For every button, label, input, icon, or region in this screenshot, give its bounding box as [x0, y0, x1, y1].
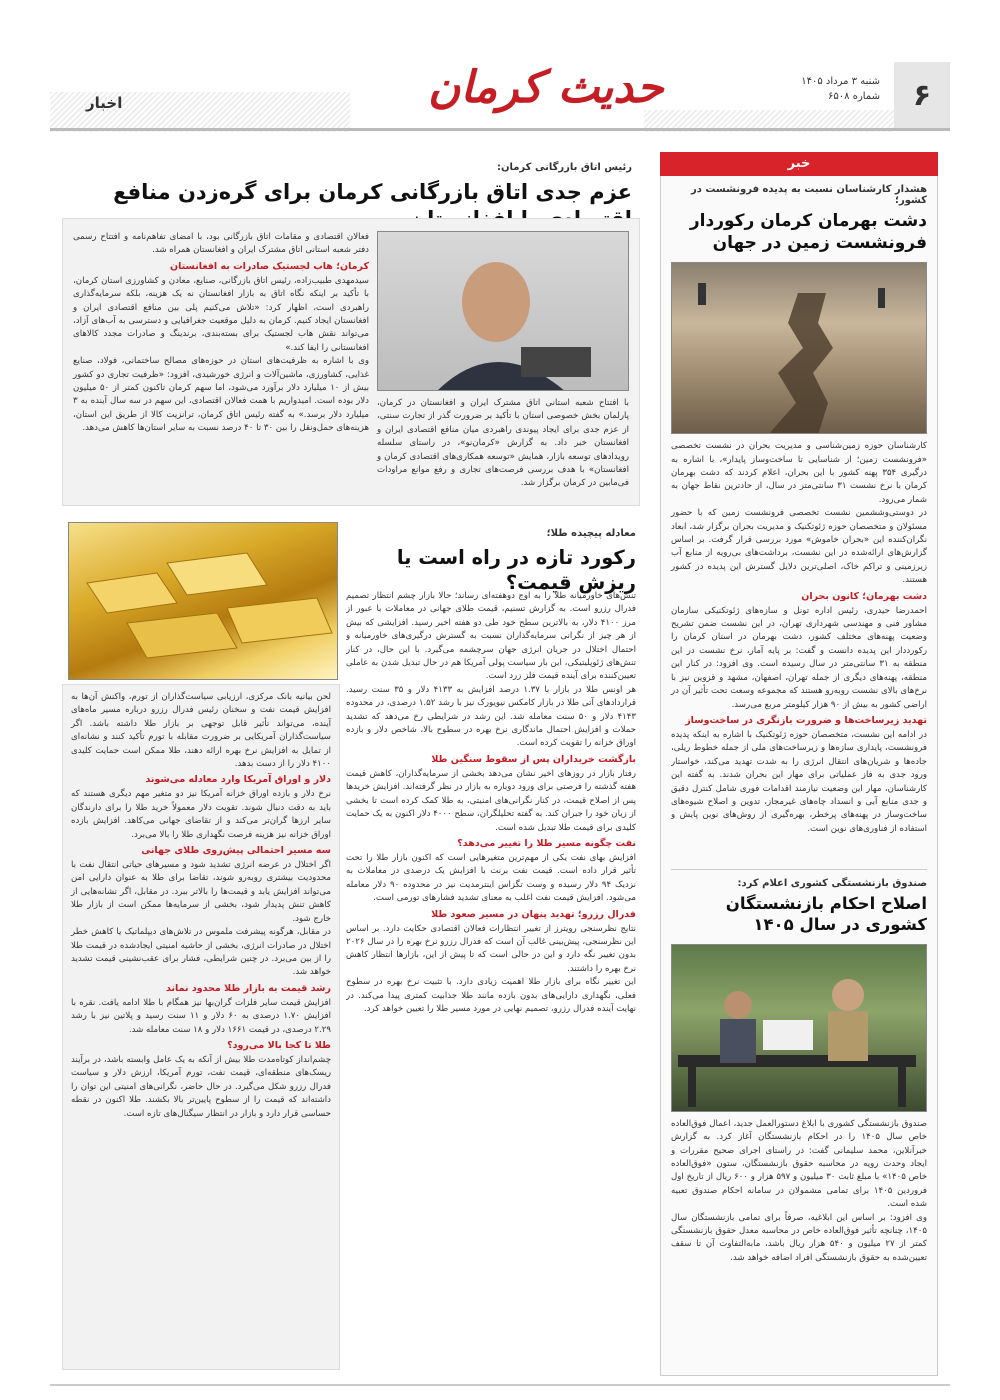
- story-body-4: در ادامه این نشست، متخصصان حوزه ژئوتکنیک با اشاره به اینکه پدیده فرونشست، پایداری سازه‌ها و زیرساخت‌های ملی از جمله خطوط ریلی، جاده‌ها و شریان‌های انتقال انرژی را به شدت تهدید می‌کند، خواستار ورود جدی به فاز عملیاتی برای مهار این بحران شدند. به گفته این کارشناسان، مهار این وضعیت نیازمند اقدامات فوری شامل کنترل دقیق و جدی منابع آبی و انسداد چاه‌های غیرمجاز، تدوین و اصلاح شیوه‌های ساخت‌وساز در پهنه‌های پرخطر، بهره‌گیری از روش‌های نوین پایش و استفاده از فناوری‌های نوین است.: [671, 729, 927, 834]
- story-subhead-1: دشت بهرمان؛ کانون بحران: [801, 590, 927, 602]
- gold-left-subhead-2: سه مسیر احتمالی پیش‌روی طلای جهانی: [141, 845, 331, 857]
- issue-line: شماره ۶۵۰۸: [828, 91, 880, 102]
- gold-body-2: هر اونس طلا در بازار با ۱.۳۷ درصد افزایش به ۴۱۳۳ دلار و ۳۵ سنت رسید. قراردادهای آتی طلا در بازار کامکس نیویورک نیز با رشد ۱.۵۲ درصدی، در محدوده ۴۱۴۳ دلار و ۵۰ سنت معامله شد. این رشد در شرایطی رخ می‌دهد که تشدید حملات و افزایش احتمال ماندگاری نرخ بهره در سطوح بالا، شاخص دلار و بازده اوراق خزانه را تقویت کرده است.: [346, 684, 636, 749]
- gold-left-subhead-4: طلا تا کجا بالا می‌رود؟: [227, 1039, 331, 1051]
- pension-story: [671, 869, 927, 1265]
- gold-right-column: [346, 590, 636, 1370]
- pension-kicker: صندوق بازنشستگی کشوری اعلام کرد:: [737, 877, 927, 889]
- gold-headline: رکورد تازه در راه است یا ریزش قیمت؟: [396, 546, 636, 595]
- subsidence-photo: [671, 262, 927, 434]
- gold-kicker: معادله پیچیده طلا؛: [546, 528, 636, 539]
- gold-left-4: در مقابل، هرگونه پیشرفت ملموس در تلاش‌های دیپلماتیک یا کاهش خطر اختلال در صادرات انرژی، بخشی از حاشیه امنیتی ایجادشده در قیمت طلا را از بین می‌برد. در چنین شرایطی، فشار برای عقب‌نشینی قیمت تشدید خواهد شد.: [71, 927, 331, 978]
- gold-left-subhead-3: رشد قیمت به بازار طلا محدود نماند: [165, 982, 331, 994]
- gold-body-1: تنش‌های خاورمیانه طلا را به اوج دوهفته‌ای رساند؛ حالا بازار چشم انتظار تصمیم فدرال رزرو است. به گزارش تسنیم، قیمت طلای جهانی در معاملات با عبور از مرز ۴۱۰۰ دلار، به بالاترین سطح خود طی دو هفته اخیر رسید. افزایشی که بیش از هر چیز از نگرانی سرمایه‌گذاران نسبت به گسترش درگیری‌های خاورمیانه و احتمال اختلال در جریان انرژی جهان سرچشمه می‌گیرد. با این حال، در کنار تنش‌های ژئوپلیتیکی، این بار سیاست پولی آمریکا هم در حال تبدیل شدن به عاملی تعیین‌کننده برای آینده قیمت فلز زرد است.: [346, 591, 636, 682]
- gold-bars-illustration: [68, 523, 337, 680]
- top-body-2: سیدمهدی طبیب‌زاده، رئیس اتاق بازرگانی، صنایع، معادن و کشاورزی استان کرمان، با تأکید بر اینکه نگاه اتاق به بازار افغانستان نه یک هزینه، بلکه سرمایه‌گذاری راهبردی است، اظهار کرد: «تلاش می‌کنیم پلی بین منافع اقتصادی ایران و افغانستان ایجاد کنیم. کرمان به دلیل موقعیت جغرافیایی و دسترسی به آب‌های آزاد، می‌تواند نقش هاب لجستیک برای بسته‌بندی، برندینگ و صادرات مجدد کالاهای افغانستانی را ایفا کند.»: [73, 275, 369, 353]
- gold-body-6: این تغییر نگاه برای بازار طلا اهمیت زیادی دارد. با تثبیت نرخ بهره در سطوح فعلی، نگهداری دارایی‌های بدون بازده مانند طلا جذابیت کمتری پیدا می‌کند. در نهایت آینده فدرال رزرو، تصمیم نهایی در مورد مسیر طلا را تعیین خواهد کرد.: [346, 977, 636, 1014]
- gold-bars-photo: [68, 522, 338, 680]
- gold-subhead-1: بازگشت خریداران پس از سقوط سنگین طلا: [431, 753, 636, 765]
- top-lead: با افتتاح شعبه استانی اتاق مشترک ایران و افغانستان در کرمان، پارلمان بخش خصوصی استان با تأکید بر ضرورت گذر از تجارت سنتی، از عزم جدی برای ایجاد پیوندی راهبردی میان منافع اقتصادی ایران و افغانستان خبر داد. به گزارش «کرمان‌نو»، در راستای سلسله رویدادهای توسعه بازار، همایش «توسعه همکاری‌های اقتصادی کرمان و افغانستان» با هدف بررسی فرصت‌های تجاری و رفع موانع مراودات فی‌مابین در کرمان برگزار شد.: [377, 398, 629, 489]
- gold-body-5: نتایج نظرسنجی رویترز از تغییر انتظارات فعالان اقتصادی حکایت دارد. بر اساس این نظرسنجی، پیش‌بینی غالب آن است که فدرال رزرو نرخ بهره را در سال ۲۰۲۶ بدون تغییر نگه دارد و این در حالی است که تا پیش از این، بازارها انتظار کاهش نرخ بهره را داشتند.: [346, 923, 636, 974]
- story-body-3: احمدرضا حیدری، رئیس اداره تونل و سازه‌های ژئوتکنیکی سازمان مشاور فنی و مهندسی شهرداری تهران، در این نشست ضمن تشریح وضعیت پهنه‌های مختلف کشور، دشت بهرمان در استان کرمان را رکورددار این پدیده دانست و گفت: بر پایه آمار، نرخ نشست در این منطقه به ۳۱ سانتی‌متر در سال رسیده است. وی افزود: در کنار این منطقه، پهنه‌های دیگری از جمله تهران، اصفهان، مشهد و قزوین نیز با نرخ‌های بالای نشست روبه‌رو هستند که مجموعه وسعت تحت تأثیر آن در اراضی کشور به بیش از ۹۰ هزار کیلومتر مربع می‌رسد.: [671, 605, 928, 710]
- subsidence-story: [661, 176, 937, 865]
- gold-left-5: افزایش قیمت سایر فلزات گران‌بها نیز همگام با طلا ادامه یافت. نقره با افزایش ۱.۷۰ درصدی به ۶۰ دلار و ۱۱ سنت رسید و پلاتین نیز با رشد ۲.۲۹ درصدی، در قیمت ۱۶۶۱ دلار و ۱۸ سنت معامله شد.: [71, 997, 331, 1035]
- top-body-1: فعالان اقتصادی و مقامات اتاق بازرگانی بود، با امضای تفاهم‌نامه و افتتاح رسمی دفتر شعبه استانی اتاق مشترک ایران و افغانستان همراه شد.: [73, 232, 369, 256]
- story-body-1: کارشناسان حوزه زمین‌شناسی و مدیریت بحران در نشست تخصصی «فرونشست زمین؛ از شناسایی تا ساخت‌وساز پایدار»، با اشاره به درگیری ۳۵۴ پهنه کشور با این بحران، اعلام کردند که دشت بهرمان کرمان با نرخ نشست ۳۱ سانتی‌متر در سال، از حادترین نقاط جهان به شمار می‌رود.: [671, 441, 927, 505]
- pension-body-1: صندوق بازنشستگی کشوری با ابلاغ دستورالعمل جدید، اعمال فوق‌العاده خاص سال ۱۴۰۵ را در احکام بازنشستگان آغاز کرد. به گزارش خبرآنلاین، محمد سلیمانی گفت: در راستای اجرای صحیح مقررات و ایجاد وحدت رویه در محاسبه حقوق بازنشستگان، ستون «فوق‌العاده خاص ۱۴۰۵» با مبلغ ثابت ۳۰ میلیون و ۵۹۷ هزار و ۶۰۰ ریال از تاریخ اول فروردین ۱۴۰۵ برای تمامی مشمولان در سامانه احکام صندوق تعبیه شده است.: [671, 1118, 928, 1210]
- right-column: [660, 176, 938, 1376]
- gold-body-4: افزایش بهای نفت یکی از مهم‌ترین متغیرهایی است که اکنون بازار طلا را تحت تأثیر قرار داده است. قیمت نفت برنت با افزایش یک درصدی در معاملات به نزدیک ۹۴ دلار رسیده و وست تگزاس اینترمدیت نیز در محدوده ۹۰ دلار معامله می‌شود. افزایش قیمت نفت اغلب به معنای تشدید فشارهای تورمی است.: [346, 852, 636, 904]
- date-line: شنبه ۳ مرداد ۱۴۰۵: [801, 76, 880, 87]
- story-kicker: هشدار کارشناسان نسبت به پدیده فرونشست در کشور؛: [690, 184, 927, 206]
- gold-subhead-2: نفت چگونه مسیر طلا را تغییر می‌دهد؟: [457, 837, 636, 849]
- gold-left-1: لحن بیانیه بانک مرکزی، ارزیابی سیاست‌گذاران از تورم، واکنش آن‌ها به افزایش قیمت نفت و سخنان رئیس فدرال رزرو درباره مسیر ماه‌های آینده، می‌تواند تأثیر قابل توجهی بر بازار طلا داشته باشد. اگر سیاست‌گذاران آمریکایی بر ضرورت مقابله با تورم تأکید کنند و نشانه‌ای از تمایل به افزایش نرخ بهره ارائه دهند، طلا ممکن است حمایت کلیدی ۴۱۰۰ دلار را از دست بدهد.: [71, 692, 331, 770]
- top-body-3: وی با اشاره به ظرفیت‌های استان در حوزه‌های مصالح ساختمانی، فولاد، صنایع غذایی، کشاورزی، ماشین‌آلات و انرژی خورشیدی، افزود: «ظرفیت تجاری دو کشور بیش از ۱۰ میلیارد دلار برآورد می‌شود، اما سهم کرمان تاکنون کمتر از ۵۰ میلیون دلار بوده است. امیدواریم با همت فعالان اقتصادی، این سهم در سه سال آینده به ۳ میلیارد دلار برسد.» به گفته رئیس اتاق کرمان، ترانزیت کالا از طریق این استان، هزینه‌های حمل‌ونقل را بین ۳۰ تا ۴۰ درصد نسبت به سایر استان‌ها کاهش می‌دهد.: [73, 356, 369, 434]
- footer-rule: [50, 1384, 950, 1386]
- top-kicker: رئیس اتاق بازرگانی کرمان:: [496, 162, 632, 173]
- top-headline: عزم جدی اتاق بازرگانی کرمان برای گره‌زدن منافع: [113, 180, 632, 204]
- page-header: [50, 62, 950, 132]
- page-number: ۶: [894, 62, 950, 128]
- gold-story-head: [346, 528, 636, 596]
- gold-left-2: نرخ دلار و بازده اوراق خزانه آمریکا نیز دو متغیر مهم دیگری هستند که باید به دقت دنبال شوند. تقویت دلار معمولاً خرید طلا را برای دارندگان سایر ارزها گران‌تر می‌کند و از تقاضای جهانی می‌کاهد. افزایش بازده اوراق خزانه نیز هزینه فرصت نگهداری طلا را بالا می‌برد.: [71, 789, 331, 840]
- portrait-illustration: [377, 232, 628, 391]
- gold-left-3: اگر اختلال در عرضه انرژی تشدید شود و مسیرهای حیاتی انتقال نفت با محدودیت بیشتری روبه‌رو شوند، تقاضا برای طلا به عنوان دارایی امن می‌تواند افزایش یابد و قیمت‌ها را بالاتر ببرد. در مقابل، اگر نشانه‌هایی از کاهش تنش پدیدار شود، بخشی از سرمایه‌ها ممکن است از بازار طلا خارج شود.: [71, 860, 331, 924]
- newspaper-logo: حدیث کرمان: [428, 62, 664, 113]
- top-subhead: کرمان؛ هاب لجستیک صادرات به افغانستان: [169, 260, 369, 272]
- gold-left-6: چشم‌انداز کوتاه‌مدت طلا بیش از آنکه به یک عامل وابسته باشد، در برآیند ریسک‌های منطقه‌ای، قیمت نفت، تورم آمریکا، ارزش دلار و سیاست فدرال رزرو شکل می‌گیرد. در حال حاضر، نگرانی‌های امنیتی این توان را داشته‌اند که قیمت را از سطوح پایین‌تر بالا بکشند. طلا اکنون در نقطه حساسی قرار دارد و بازار در انتظار سیگنال‌های تازه است.: [71, 1054, 331, 1119]
- issue-info: [801, 74, 880, 104]
- story-body-2: در دوستی‌وششمین نشست تخصصی فرونشست زمین که با حضور مسئولان و متخصصان حوزه ژئوتکنیک و مدیریت بحران برگزار شد، ابعاد نگران‌کننده این «بحران خاموش» مورد بررسی قرار گرفت. بر اساس گزارش‌های ارائه‌شده در این نشست، برداشت‌های بی‌رویه از منابع آب زیرزمینی و تراکم خاک، اصلی‌ترین دلایل گسترش این پدیده در کشور هستند.: [671, 508, 927, 586]
- chamber-head-photo: [377, 231, 629, 391]
- pension-headline: اصلاح احکام بازنشستگان کشوری در سال ۱۴۰۵: [725, 893, 927, 935]
- bench-illustration: [671, 945, 926, 1112]
- news-bar: خبر: [660, 152, 938, 176]
- gold-left-subhead-1: دلار و اوراق آمریکا وارد معادله می‌شوند: [145, 774, 331, 786]
- gold-body-3: رفتار بازار در روزهای اخیر نشان می‌دهد بخشی از سرمایه‌گذاران، کاهش قیمت هفته گذشته را فرصتی برای ورود دوباره به بازار در نظر گرفته‌اند. افزایش خریدها پس از اصلاح قیمت، در کنار نگرانی‌های امنیتی، به طلا کمک کرده است تا بخشی از زیان خود را جبران کند. به گفته تحلیلگران، سطح ۴۰۰۰ دلار اکنون به یک حمایت کلیدی برای قیمت طلا تبدیل شده است.: [346, 768, 636, 833]
- top-story-box: [62, 218, 640, 506]
- story-subhead-2: تهدید زیرساخت‌ها و ضرورت بازنگری در ساخت‌وساز: [685, 714, 927, 726]
- crack-illustration: [671, 263, 926, 434]
- story-headline: دشت بهرمان کرمان رکوردار فرونشست زمین در جهان: [689, 211, 927, 254]
- pensioner-photo: [671, 944, 927, 1112]
- header-rule: [50, 128, 950, 131]
- pension-body-2: وی افزود: بر اساس این ابلاغیه، صرفاً برای تمامی بازنشستگان سال ۱۴۰۵، چنانچه تأثیر فوق‌العاده خاص در محاسبه معدل حقوق بازنشستگی کمتر از ۲۷ میلیون و ۵۴۰ هزار ریال باشد، مابه‌التفاوت آن تا سقف تعیین‌شده به حقوق بازنشستگی افراد اضافه خواهد شد.: [671, 1212, 927, 1263]
- top-text-column: [73, 231, 369, 436]
- gold-subhead-3: فدرال رزرو؛ تهدید پنهان در مسیر صعود طلا: [431, 908, 636, 920]
- gold-left-column: [62, 684, 340, 1370]
- section-name: اخبار: [86, 94, 123, 112]
